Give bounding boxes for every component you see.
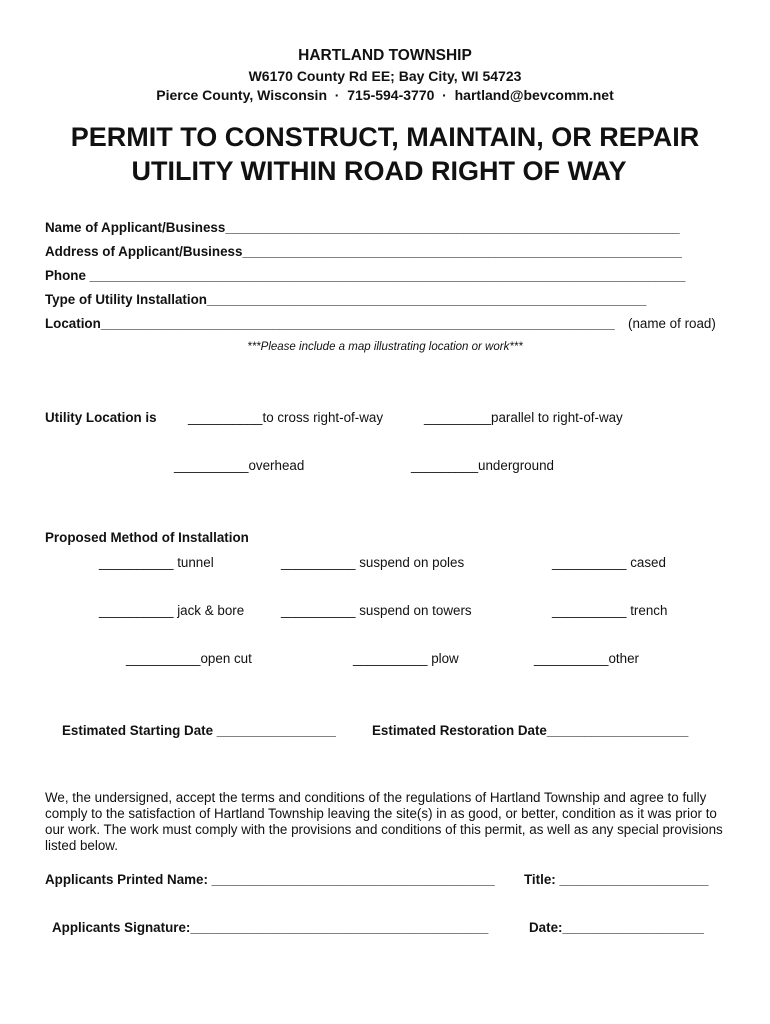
phone-field[interactable]: Phone ________________________________________________________________________________ [45, 268, 686, 283]
form-title-line2: UTILITY WITHIN ROAD RIGHT OF WAY [131, 156, 627, 186]
printed-name-field[interactable]: Applicants Printed Name: ______________________________________ [45, 872, 495, 887]
utility-location-label: Utility Location is [45, 410, 157, 425]
form-title-line1: PERMIT TO CONSTRUCT, MAINTAIN, OR REPAIR [70, 122, 700, 152]
location-field[interactable]: Location_____________________________________________________________________ [45, 316, 615, 331]
other-option[interactable]: __________other [534, 651, 639, 666]
org-contact: Pierce County, Wisconsin · 715-594-3770 · hartland@bevcomm.net [156, 87, 614, 103]
open-cut-option[interactable]: __________open cut [126, 651, 252, 666]
plow-option[interactable]: __________ plow [353, 651, 459, 666]
signature-field[interactable]: Applicants Signature:________________________________________ [52, 920, 489, 935]
start-date-field[interactable]: Estimated Starting Date ________________ [62, 723, 336, 738]
cased-option[interactable]: __________ cased [552, 555, 666, 570]
org-name: HARTLAND TOWNSHIP [298, 47, 472, 64]
trench-option[interactable]: __________ trench [552, 603, 668, 618]
agreement-text: We, the undersigned, accept the terms and conditions of the regulations of Hartland Township and agree to fully comply to the satisfaction of Hartland Township leaving the site(s) in as good, or better, condition as it was prior to our work. The work must comply with the provisions and conditions of this permit, as well as any special provisions listed below. [45, 790, 723, 853]
applicant-address-field[interactable]: Address of Applicant/Business___________________________________________________________ [45, 244, 682, 259]
applicant-name-field[interactable]: Name of Applicant/Business_____________________________________________________________ [45, 220, 680, 235]
suspend-towers-option[interactable]: __________ suspend on towers [281, 603, 472, 618]
location-suffix-label: (name of road) [628, 316, 716, 331]
cross-row-option[interactable]: __________to cross right-of-way [188, 410, 384, 425]
signer-title-field[interactable]: Title: ____________________ [524, 872, 709, 887]
restoration-date-field[interactable]: Estimated Restoration Date___________________ [372, 723, 689, 738]
tunnel-option[interactable]: __________ tunnel [99, 555, 214, 570]
jack-bore-option[interactable]: __________ jack & bore [99, 603, 245, 618]
parallel-row-option[interactable]: _________parallel to right-of-way [424, 410, 623, 425]
method-label: Proposed Method of Installation [45, 530, 249, 545]
map-note: ***Please include a map illustrating location or work*** [247, 341, 523, 353]
org-address: W6170 County Rd EE; Bay City, WI 54723 [248, 68, 522, 84]
signature-date-field[interactable]: Date:___________________ [529, 920, 704, 935]
suspend-poles-option[interactable]: __________ suspend on poles [281, 555, 465, 570]
underground-option[interactable]: _________underground [411, 458, 554, 473]
utility-type-field[interactable]: Type of Utility Installation___________________________________________________________ [45, 292, 647, 307]
overhead-option[interactable]: __________overhead [174, 458, 305, 473]
